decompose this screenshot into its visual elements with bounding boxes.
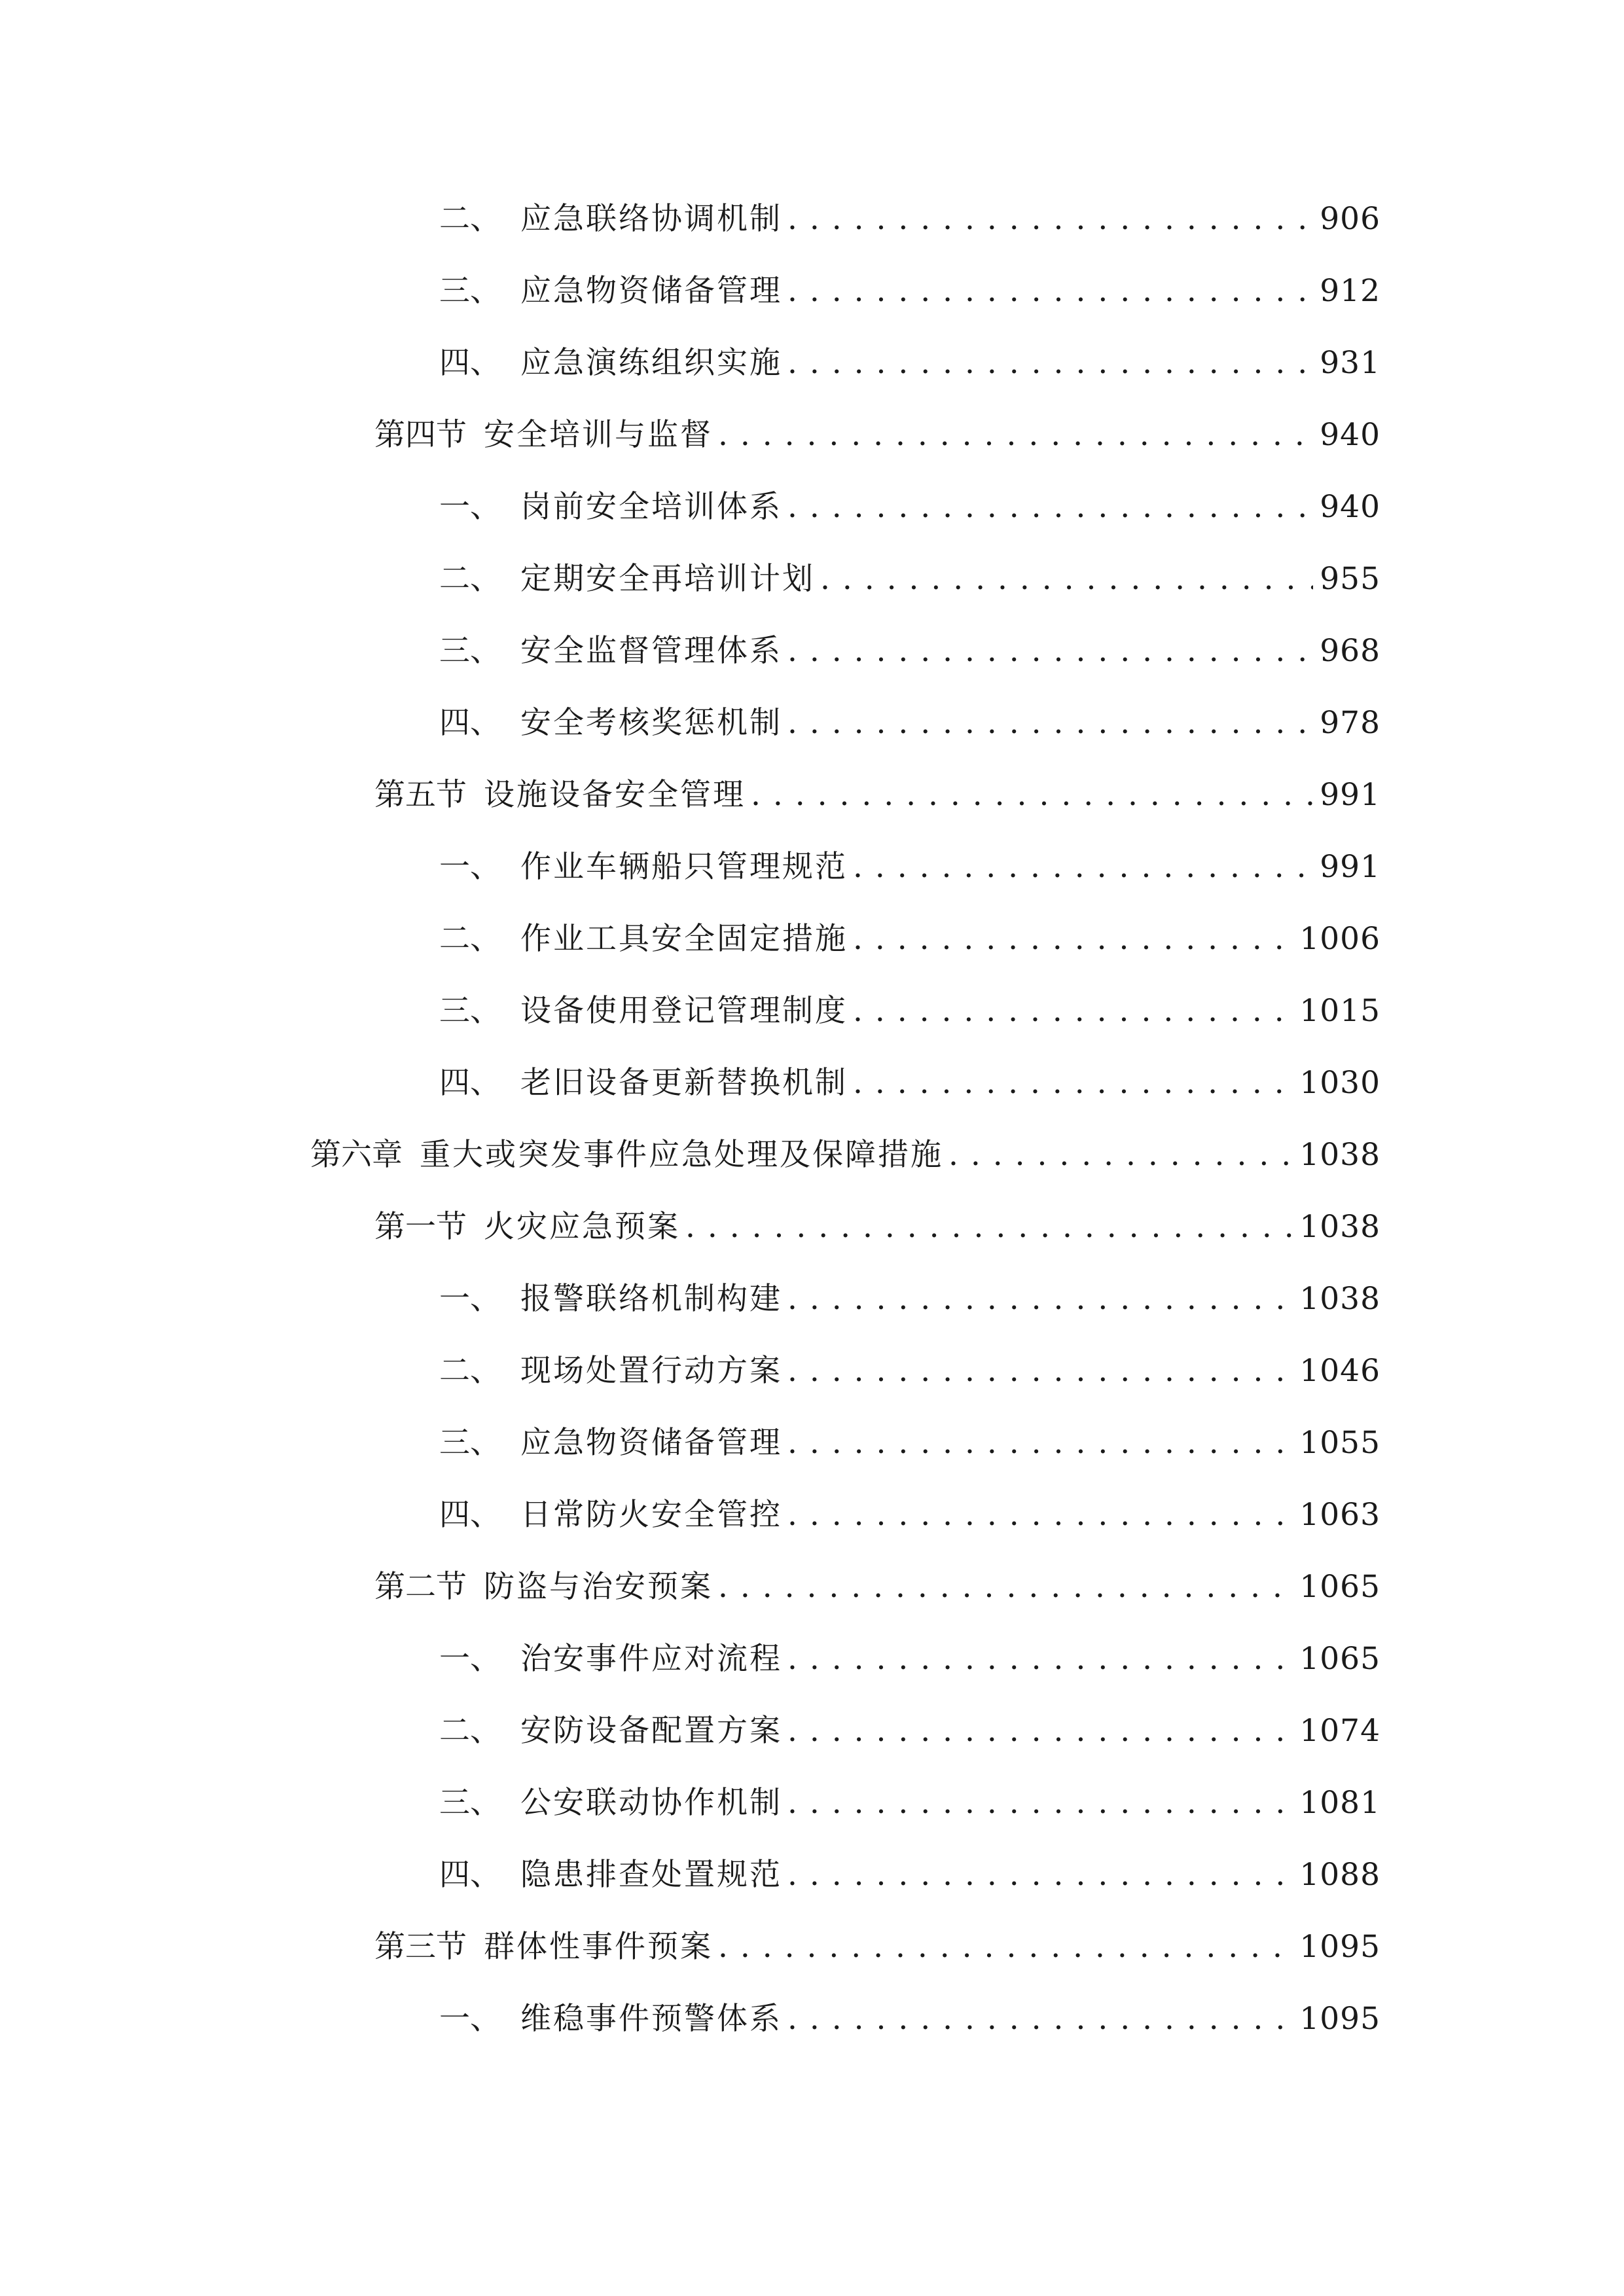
- entry-page-number: 968: [1320, 633, 1380, 669]
- dot-leader: [787, 337, 1313, 389]
- toc-entry[interactable]: [439, 1273, 1380, 1325]
- section-number: 第五节: [374, 777, 467, 813]
- toc-entry[interactable]: [439, 1777, 1380, 1829]
- toc-entry[interactable]: [439, 1489, 1380, 1541]
- section-title: 防盗与治安预案: [484, 1569, 713, 1605]
- entry-page-number: 1081: [1299, 1785, 1380, 1821]
- chapter-number: 第六章: [310, 1137, 403, 1173]
- entry-title: 治安事件应对流程: [520, 1641, 782, 1677]
- entry-number: 三、: [439, 993, 501, 1029]
- entry-number: 二、: [439, 1713, 501, 1749]
- toc-entry[interactable]: [439, 1993, 1380, 2045]
- entry-title: 隐患排查处置规范: [520, 1857, 782, 1893]
- toc-entry[interactable]: [439, 1057, 1380, 1109]
- entry-number: 三、: [439, 1425, 501, 1461]
- section-title: 设施设备安全管理: [484, 777, 746, 813]
- toc-entry[interactable]: [439, 985, 1380, 1037]
- entry-number: 四、: [439, 1857, 501, 1893]
- section-number: 第四节: [374, 417, 467, 453]
- entry-page-number: 1038: [1299, 1137, 1380, 1173]
- toc-entry[interactable]: [439, 553, 1380, 605]
- entry-title: 报警联络机制构建: [520, 1281, 782, 1317]
- entry-title: 应急演练组织实施: [520, 345, 782, 381]
- entry-page-number: 1088: [1299, 1857, 1380, 1893]
- dot-leader: [787, 1489, 1293, 1541]
- entry-page-number: 906: [1320, 201, 1380, 237]
- dot-leader: [787, 1345, 1293, 1397]
- dot-leader: [751, 769, 1313, 821]
- entry-page-number: 1065: [1299, 1641, 1380, 1677]
- dot-leader: [787, 1849, 1293, 1901]
- entry-number: 三、: [439, 1785, 501, 1821]
- entry-number: 四、: [439, 345, 501, 381]
- entry-number: 一、: [439, 2001, 501, 2037]
- entry-number: 一、: [439, 1641, 501, 1677]
- entry-page-number: 991: [1320, 777, 1380, 813]
- toc-section-entry[interactable]: [374, 1921, 1380, 1973]
- dot-leader: [787, 1633, 1293, 1685]
- entry-page-number: 991: [1320, 849, 1380, 885]
- dot-leader: [787, 625, 1313, 677]
- dot-leader: [853, 913, 1293, 965]
- toc-entry[interactable]: [439, 1345, 1380, 1397]
- entry-page-number: 1063: [1299, 1497, 1380, 1533]
- toc-entry[interactable]: [439, 841, 1380, 893]
- entry-page-number: 940: [1320, 417, 1380, 453]
- entry-page-number: 1074: [1299, 1713, 1380, 1749]
- dot-leader: [718, 1921, 1293, 1973]
- section-title: 群体性事件预案: [484, 1929, 713, 1965]
- toc-chapter-entry[interactable]: [310, 1129, 1380, 1181]
- entry-page-number: 1055: [1299, 1425, 1380, 1461]
- entry-number: 二、: [439, 1353, 501, 1389]
- entry-title: 安防设备配置方案: [520, 1713, 782, 1749]
- section-title: 安全培训与监督: [484, 417, 713, 453]
- entry-title: 公安联动协作机制: [520, 1785, 782, 1821]
- entry-title: 设备使用登记管理制度: [520, 993, 848, 1029]
- dot-leader: [787, 697, 1313, 749]
- dot-leader: [787, 1993, 1293, 2045]
- toc-entry[interactable]: [439, 193, 1380, 245]
- entry-number: 一、: [439, 1281, 501, 1317]
- entry-number: 二、: [439, 921, 501, 957]
- toc-section-entry[interactable]: [374, 1561, 1380, 1613]
- dot-leader: [787, 1273, 1293, 1325]
- entry-page-number: 1015: [1299, 993, 1380, 1029]
- dot-leader: [787, 481, 1313, 533]
- entry-title: 定期安全再培训计划: [520, 561, 815, 597]
- entry-title: 岗前安全培训体系: [520, 489, 782, 525]
- toc-entry[interactable]: [439, 1417, 1380, 1469]
- entry-page-number: 1006: [1299, 921, 1380, 957]
- dot-leader: [787, 265, 1313, 317]
- toc-entry[interactable]: [439, 265, 1380, 317]
- entry-page-number: 978: [1320, 705, 1380, 741]
- dot-leader: [787, 193, 1313, 245]
- entry-number: 四、: [439, 705, 501, 741]
- entry-page-number: 1038: [1299, 1209, 1380, 1245]
- entry-number: 一、: [439, 489, 501, 525]
- toc-entry[interactable]: [439, 1705, 1380, 1757]
- entry-page-number: 1095: [1299, 1929, 1380, 1965]
- entry-title: 作业工具安全固定措施: [520, 921, 848, 957]
- entry-title: 应急联络协调机制: [520, 201, 782, 237]
- dot-leader: [685, 1201, 1293, 1253]
- entry-number: 三、: [439, 633, 501, 669]
- toc-entry[interactable]: [439, 697, 1380, 749]
- toc-section-entry[interactable]: [374, 409, 1380, 461]
- entry-number: 一、: [439, 849, 501, 885]
- dot-leader: [853, 1057, 1293, 1109]
- entry-title: 安全监督管理体系: [520, 633, 782, 669]
- dot-leader: [853, 841, 1313, 893]
- toc-entry[interactable]: [439, 481, 1380, 533]
- toc-entry[interactable]: [439, 1849, 1380, 1901]
- section-title: 火灾应急预案: [484, 1209, 680, 1245]
- dot-leader: [948, 1129, 1293, 1181]
- entry-title: 日常防火安全管控: [520, 1497, 782, 1533]
- toc-entry[interactable]: [439, 1633, 1380, 1685]
- entry-title: 作业车辆船只管理规范: [520, 849, 848, 885]
- toc-entry[interactable]: [439, 337, 1380, 389]
- dot-leader: [820, 553, 1313, 605]
- dot-leader: [718, 409, 1313, 461]
- dot-leader: [787, 1777, 1293, 1829]
- entry-page-number: 1046: [1299, 1353, 1380, 1389]
- toc-section-entry[interactable]: [374, 769, 1380, 821]
- entry-number: 二、: [439, 561, 501, 597]
- dot-leader: [853, 985, 1293, 1037]
- entry-page-number: 912: [1320, 273, 1380, 309]
- toc-section-entry[interactable]: [374, 1201, 1380, 1253]
- section-number: 第二节: [374, 1569, 467, 1605]
- entry-page-number: 955: [1320, 561, 1380, 597]
- entry-number: 四、: [439, 1497, 501, 1533]
- entry-title: 应急物资储备管理: [520, 1425, 782, 1461]
- dot-leader: [718, 1561, 1293, 1613]
- entry-title: 老旧设备更新替换机制: [520, 1065, 848, 1101]
- entry-title: 应急物资储备管理: [520, 273, 782, 309]
- entry-title: 维稳事件预警体系: [520, 2001, 782, 2037]
- entry-title: 现场处置行动方案: [520, 1353, 782, 1389]
- entry-page-number: 1030: [1299, 1065, 1380, 1101]
- entry-number: 四、: [439, 1065, 501, 1101]
- dot-leader: [787, 1705, 1293, 1757]
- entry-title: 安全考核奖惩机制: [520, 705, 782, 741]
- entry-page-number: 1065: [1299, 1569, 1380, 1605]
- section-number: 第一节: [374, 1209, 467, 1245]
- entry-page-number: 1038: [1299, 1281, 1380, 1317]
- chapter-title: 重大或突发事件应急处理及保障措施: [420, 1137, 943, 1173]
- dot-leader: [787, 1417, 1293, 1469]
- entry-number: 二、: [439, 201, 501, 237]
- entry-number: 三、: [439, 273, 501, 309]
- entry-page-number: 940: [1320, 489, 1380, 525]
- toc-entry[interactable]: [439, 625, 1380, 677]
- entry-page-number: 931: [1320, 345, 1380, 381]
- section-number: 第三节: [374, 1929, 467, 1965]
- entry-page-number: 1095: [1299, 2001, 1380, 2037]
- toc-entry[interactable]: [439, 913, 1380, 965]
